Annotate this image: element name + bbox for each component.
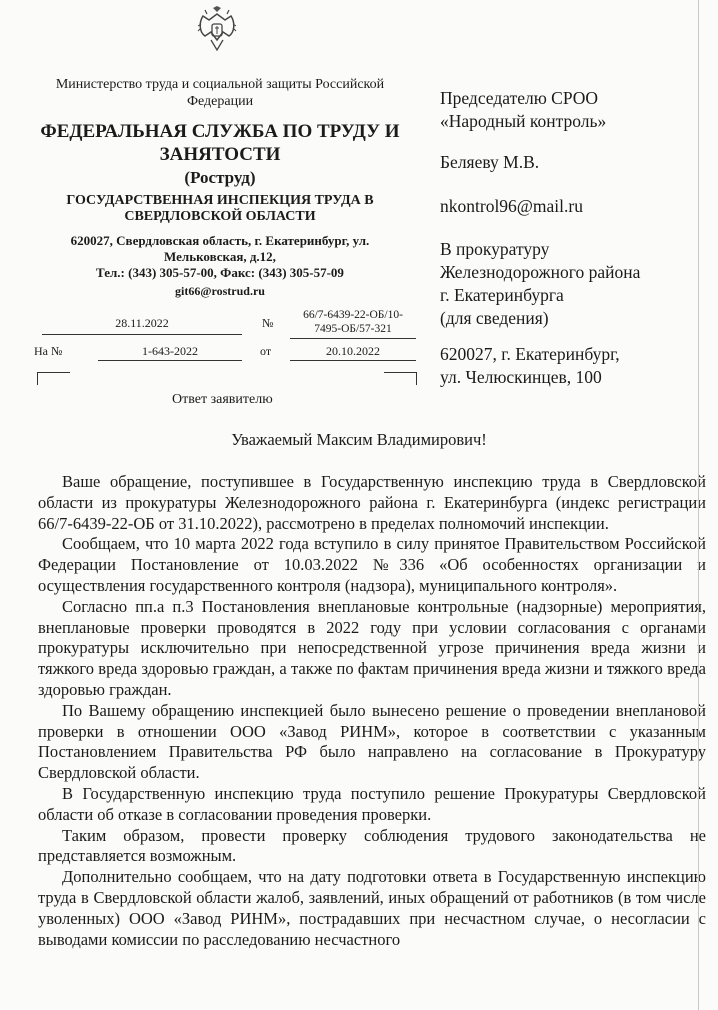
number-label: № [262, 316, 274, 330]
ref-label: На № [34, 344, 63, 358]
service-name: ФЕДЕРАЛЬНАЯ СЛУЖБА ПО ТРУДУ И ЗАНЯТОСТИ [40, 121, 400, 165]
address-line: 620027, г. Екатеринбург, [440, 344, 620, 364]
recipient-email: nkontrol96@mail.ru [440, 196, 583, 216]
recipient-address [440, 343, 620, 389]
ref-from-label: от [260, 344, 272, 358]
outgoing-date: 28.11.2022 [115, 316, 169, 330]
address-line: 620027, Свердловская область, г. Екатеринбург, ул. Мельковская, д.12, [70, 233, 370, 264]
coat-of-arms-emblem [197, 6, 237, 54]
ministry-name: Министерство труда и социальной защиты Российской Федерации [55, 77, 385, 109]
inspection-email: git66@rostrud.ru [175, 284, 265, 298]
phone-line: Тел.: (343) 305-57-00, Факс: (343) 305-57-09 [96, 265, 344, 280]
left-corner-bracket [37, 372, 70, 385]
paragraph: Таким образом, провести проверку соблюдения трудового законодательства не представляется возможным. [38, 825, 706, 866]
copy-line: г. Екатеринбурга [440, 285, 564, 305]
scan-edge-line [698, 0, 699, 1010]
inspection-address [40, 233, 400, 281]
ref-number-underline [98, 360, 242, 361]
number-underline [290, 338, 416, 339]
paragraph: Дополнительно сообщаем, что на дату подготовки ответа в Государственную инспекцию труда в Свердловской области жалоб, заявлений, иных обращений от работников (в том числе уволенных) ООО «Завод РИНМ», пострадавших при несчастном случае, о несогласии с выводами комиссии по расследованию несчастного [38, 867, 706, 949]
paragraph: Сообщаем, что 10 марта 2022 года вступило в силу принятое Правительством Российской Федерации Постановление от 10.03.2022 №336 «Об особенностях организации и осуществления государственного контроля (надзора), муниципального контроля». [38, 534, 706, 595]
copy-recipient [440, 238, 640, 330]
right-corner-bracket [384, 372, 417, 385]
recipient-chair [440, 87, 606, 133]
ref-date: 20.10.2022 [326, 344, 380, 358]
recipient-chair-line: Председателю СРОО [440, 88, 599, 108]
ref-number: 1-643-2022 [142, 344, 198, 358]
greeting: Уважаемый Максим Владимирович! [231, 430, 487, 449]
date-underline [42, 334, 242, 335]
copy-line: В прокуратуру [440, 239, 550, 259]
answer-label: Ответ заявителю [172, 392, 273, 407]
paragraph: Ваше обращение, поступившее в Государственную инспекцию труда в Свердловской области из прокуратуры Железнодорожного района г. Екатеринбурга (индекс регистрации 66/7-6439-22-ОБ от 31.10.2022), рассмотрено в пределах полномочий инспекции. [38, 472, 706, 533]
paragraph: В Государственную инспекцию труда поступило решение Прокуратуры Свердловской области об отказе в согласовании проведения проверки. [38, 783, 706, 824]
copy-line: (для сведения) [440, 308, 549, 328]
recipient-name: Беляеву М.В. [440, 152, 540, 172]
service-short-name: (Роструд) [184, 168, 256, 187]
inspection-name: ГОСУДАРСТВЕННАЯ ИНСПЕКЦИЯ ТРУДА В СВЕРДЛОВСКОЙ ОБЛАСТИ [66, 193, 374, 224]
paragraph: По Вашему обращению инспекцией было вынесено решение о проведении внеплановой проверки в отношении ООО «Завод РИНМ», которое в соответствии с указанным Постановлением Правительства РФ было направлено на согласование в Прокуратуру Свердловской области. [38, 700, 706, 783]
letter-body [38, 472, 706, 950]
paragraph: Согласно пп.а п.3 Постановления внеплановые контрольные (надзорные) мероприятия, внеплановые проверки проводятся в 2022 году при условии согласования с органами прокуратуры исключительно при непосредственной угрозе причинения вреда жизни и тяжкого вреда здоровью граждан, а также по фактам причинения вреда жизни и тяжкого вреда здоровью граждан. [38, 596, 706, 699]
ref-date-underline [290, 360, 416, 361]
address-line: ул. Челюскинцев, 100 [440, 367, 602, 387]
copy-line: Железнодорожного района [440, 262, 641, 282]
outgoing-number: 66/7-6439-22-ОБ/10-7495-ОБ/57-321 [303, 309, 403, 335]
recipient-org-line: «Народный контроль» [440, 111, 607, 131]
